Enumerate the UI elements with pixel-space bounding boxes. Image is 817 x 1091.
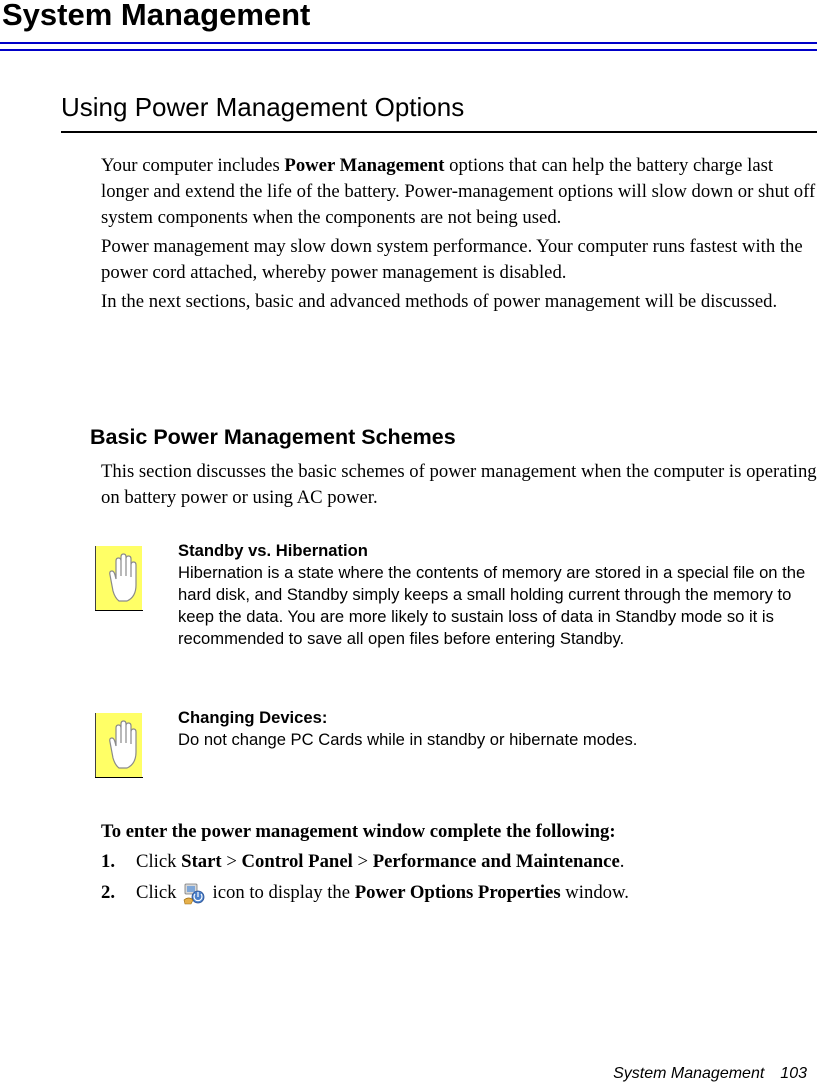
power-management-term: Power Management (284, 155, 445, 176)
subsection-intro: This section discusses the basic schemes of power management when the computer is operating on battery power or using AC power. (101, 461, 817, 508)
power-options-icon (181, 880, 207, 906)
power-options-properties-term: Power Options Properties (354, 882, 561, 903)
procedure-step-2: 2. Click icon to display the Power Options Properties window. (101, 880, 629, 906)
note-changing-devices (178, 707, 817, 751)
page-number: 103 (780, 1065, 807, 1082)
subsection-title: Basic Power Management Schemes (90, 425, 456, 449)
procedure-title: To enter the power management window complete the following: (101, 821, 616, 842)
chapter-title: System Management (2, 0, 311, 32)
control-panel-term: Control Panel (241, 851, 353, 872)
paragraph-next-sections: In the next sections, basic and advanced methods of power management will be discussed. (101, 291, 778, 312)
chapter-rule-bottom (0, 49, 817, 51)
caution-hand-icon (95, 712, 143, 778)
note-title: Standby vs. Hibernation (178, 541, 368, 560)
paragraph-intro: Your computer includes Power Management options that can help the battery charge last longer and extend the life of the battery. Power-management options will slow down or shut off system components when the components are not being used. (101, 155, 816, 228)
note-body: Do not change PC Cards while in standby or hibernate modes. (178, 730, 638, 749)
section-rule (61, 131, 817, 133)
section-title: Using Power Management Options (61, 92, 465, 122)
paragraph-performance: Power management may slow down system performance. Your computer runs fastest with the power cord attached, whereby power management is disabled. (101, 236, 803, 283)
footer-chapter: System Management (613, 1065, 765, 1082)
step-number: 2. (101, 882, 116, 903)
procedure-step-1: 1. Click Start > Control Panel > Performance and Maintenance. (101, 849, 624, 875)
note-title: Changing Devices: (178, 708, 328, 727)
chapter-rule-top (0, 42, 817, 44)
page-footer (613, 1063, 807, 1085)
note-body: Hibernation is a state where the contents of memory are stored in a special file on the hard disk, and Standby simply keeps a small holding current through the memory to keep the data. You are more likely to sustain loss of data in Standby mode so it is recommended to save all open files before entering Standby. (178, 563, 806, 648)
start-menu-term: Start (181, 851, 222, 872)
note-standby-hibernation (178, 540, 817, 650)
caution-hand-icon (95, 545, 143, 611)
performance-maintenance-term: Performance and Maintenance (372, 851, 620, 872)
step-number: 1. (101, 851, 116, 872)
